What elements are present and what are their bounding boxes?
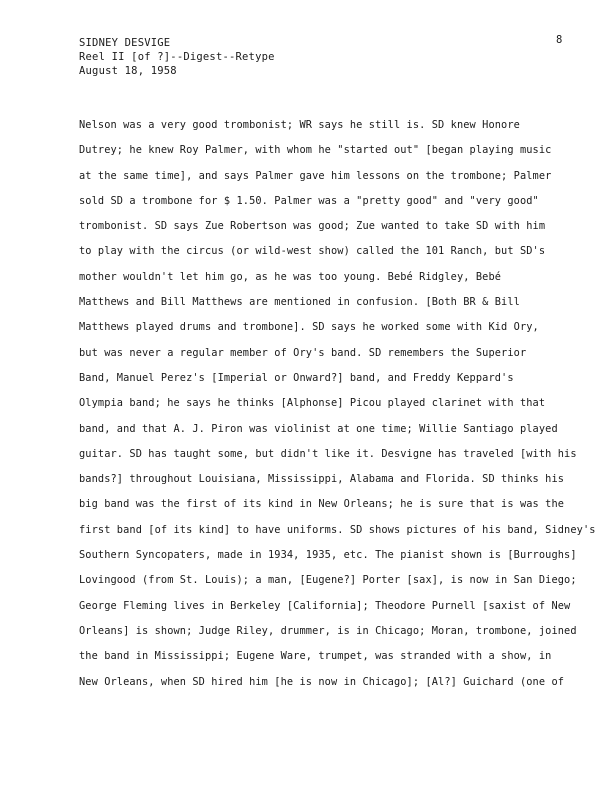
body-line: Lovingood (from St. Louis); a man, [Eugene?] Porter [sax], is now in San Diego;: [79, 574, 577, 587]
body-line: New Orleans, when SD hired him [he is now in Chicago]; [Al?] Guichard (one of: [79, 675, 565, 688]
body-line: mother wouldn't let him go, as he was too young. Bebé Ridgley, Bebé: [79, 270, 502, 283]
body-line: Orleans] is shown; Judge Riley, drummer, is in Chicago; Moran, trombone, joined: [79, 624, 577, 637]
page-number: 8: [556, 34, 563, 46]
body-line: first band [of its kind] to have uniforms. SD shows pictures of his band, Sidney's: [79, 523, 596, 536]
body-line: to play with the circus (or wild-west show) called the 101 Ranch, but SD's: [79, 245, 546, 258]
body-line: at the same time], and says Palmer gave him lessons on the trombone; Palmer: [79, 169, 552, 182]
body-line: George Fleming lives in Berkeley [California]; Theodore Purnell [saxist of New: [79, 599, 571, 612]
body-line: Matthews and Bill Matthews are mentioned in confusion. [Both BR & Bill: [79, 296, 520, 309]
body-line: guitar. SD has taught some, but didn't like it. Desvigne has traveled [with his: [79, 447, 577, 460]
body-line: sold SD a trombone for $ 1.50. Palmer was a "pretty good" and "very good": [79, 194, 539, 207]
body-line: Southern Syncopaters, made in 1934, 1935, etc. The pianist shown is [Burroughs]: [79, 549, 577, 562]
body-line: Olympia band; he says he thinks [Alphonse] Picou played clarinet with that: [79, 397, 546, 410]
body-line: band, and that A. J. Piron was violinist at one time; Willie Santiago played: [79, 422, 558, 435]
body-line: Band, Manuel Perez's [Imperial or Onward?] band, and Freddy Keppard's: [79, 371, 514, 384]
body-text: [79, 118, 596, 700]
document-header: [79, 36, 275, 78]
body-line: the band in Mississippi; Eugene Ware, trumpet, was stranded with a show, in: [79, 650, 552, 663]
header-date: August 18, 1958: [79, 65, 177, 77]
header-reel: Reel II [of ?]--Digest--Retype: [79, 51, 275, 63]
body-line: big band was the first of its kind in New Orleans; he is sure that is was the: [79, 498, 565, 511]
body-line: Nelson was a very good trombonist; WR says he still is. SD knew Honore: [79, 119, 520, 131]
body-line: Dutrey; he knew Roy Palmer, with whom he "started out" [began playing music: [79, 144, 552, 157]
body-line: bands?] throughout Louisiana, Mississippi, Alabama and Florida. SD thinks his: [79, 473, 565, 486]
body-line: trombonist. SD says Zue Robertson was good; Zue wanted to take SD with him: [79, 220, 546, 233]
header-name: SIDNEY DESVIGE: [79, 37, 171, 49]
body-line: but was never a regular member of Ory's band. SD remembers the Superior: [79, 346, 527, 359]
body-line: Matthews played drums and trombone]. SD says he worked some with Kid Ory,: [79, 321, 539, 334]
